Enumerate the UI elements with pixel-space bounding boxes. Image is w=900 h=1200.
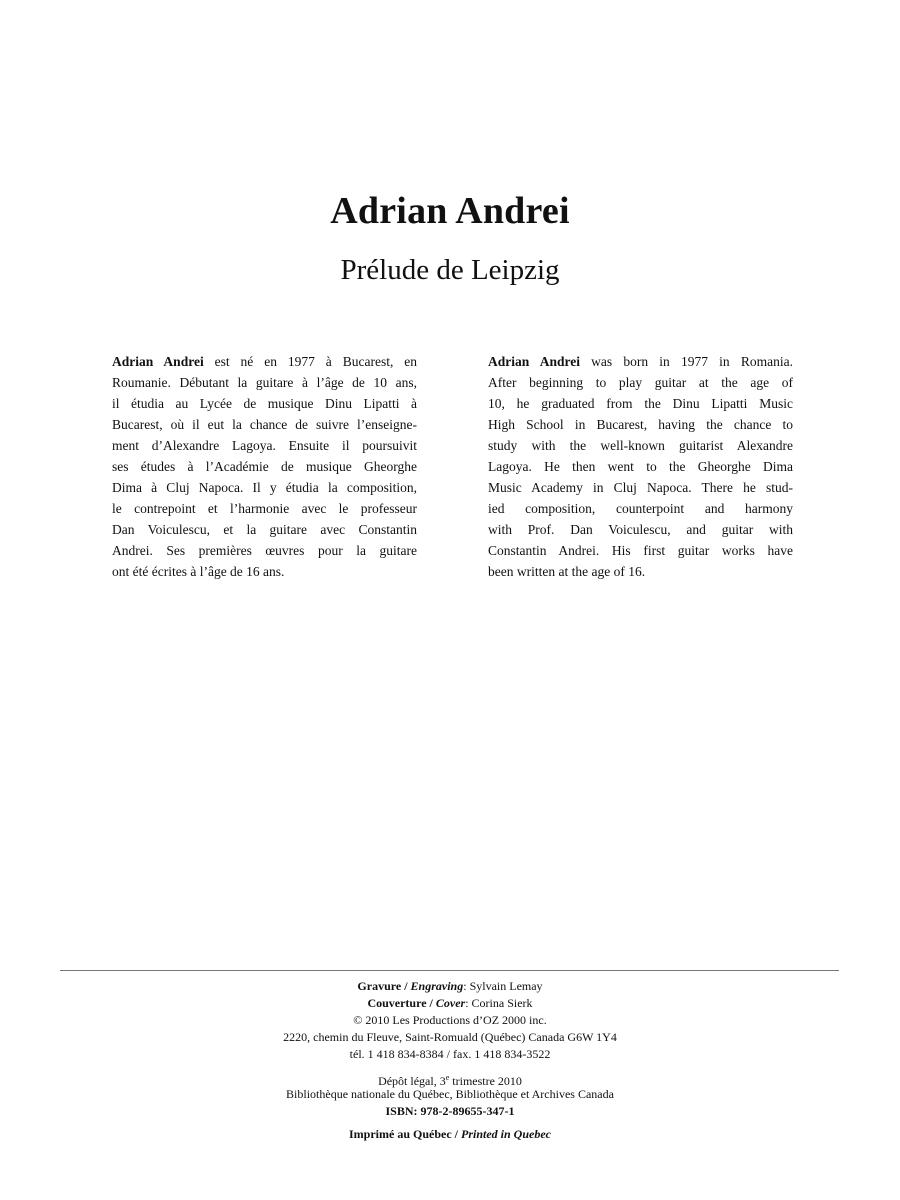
legal-deposit: Dépôt légal, 3e trimestre 2010 — [378, 1073, 522, 1088]
composer-name: Adrian Andrei — [112, 354, 204, 369]
bio-line: with Prof. Dan Voiculescu, and guitar with — [488, 522, 793, 537]
biography-french — [112, 351, 417, 582]
bio-line: il étudia au Lycée de musique Dinu Lipatti à — [112, 396, 417, 411]
bio-line: ses études à l’Académie de musique Gheorghe — [112, 459, 417, 474]
bio-line: After beginning to play guitar at the age of — [488, 375, 793, 390]
bio-line: High School in Bucarest, having the chance to — [488, 417, 793, 432]
biography-english — [488, 351, 793, 582]
bio-line: 10, he graduated from the Dinu Lipatti Music — [488, 396, 793, 411]
bio-line: Roumanie. Débutant la guitare à l’âge de 10 ans, — [112, 375, 417, 390]
cover-credit: Couverture / Cover: Corina Sierk — [367, 996, 533, 1010]
bio-line: Andrei. Ses premières œuvres pour la guitare — [112, 543, 417, 558]
bio-line: Constantin Andrei. His first guitar works have — [488, 543, 793, 558]
bio-line: Dan Voiculescu, et la guitare avec Constantin — [112, 522, 417, 537]
bio-line: ment d’Alexandre Lagoya. Ensuite il poursuivit — [112, 438, 417, 453]
page-title: Adrian Andrei — [330, 190, 570, 232]
engraving-credit: Gravure / Engraving: Sylvain Lemay — [357, 979, 543, 993]
bio-line: Adrian Andrei was born in 1977 in Romania. — [488, 354, 793, 369]
bio-line: ied composition, counterpoint and harmony — [488, 501, 793, 516]
bio-line: study with the well-known guitarist Alexandre — [488, 438, 793, 453]
bio-line: Bucarest, où il eut la chance de suivre l’enseigne- — [112, 417, 417, 432]
publisher-phone: tél. 1 418 834-8384 / fax. 1 418 834-3522 — [349, 1047, 551, 1061]
publisher-address: 2220, chemin du Fleuve, Saint-Romuald (Québec) Canada G6W 1Y4 — [283, 1030, 617, 1044]
libraries-note: Bibliothèque nationale du Québec, Bibliothèque et Archives Canada — [286, 1087, 614, 1101]
copyright-notice: © 2010 Les Productions d’OZ 2000 inc. — [353, 1013, 547, 1027]
bio-line: ont été écrites à l’âge de 16 ans. — [112, 564, 285, 579]
composer-name: Adrian Andrei — [488, 354, 580, 369]
bio-line: been written at the age of 16. — [488, 564, 646, 579]
publication-credits — [0, 978, 900, 1143]
bio-line: le contrepoint et l’harmonie avec le professeur — [112, 501, 417, 516]
bio-line: Lagoya. He then went to the Gheorghe Dima — [488, 459, 793, 474]
bio-line: Adrian Andrei est né en 1977 à Bucarest, en — [112, 354, 417, 369]
bio-line: Dima à Cluj Napoca. Il y étudia la composition, — [112, 480, 417, 495]
bio-line: Music Academy in Cluj Napoca. There he stud- — [488, 480, 793, 495]
piece-title: Prélude de Leipzig — [340, 254, 560, 286]
footer-divider — [60, 970, 839, 971]
printed-in: Imprimé au Québec / Printed in Quebec — [349, 1127, 551, 1141]
isbn: ISBN: 978-2-89655-347-1 — [385, 1104, 515, 1118]
